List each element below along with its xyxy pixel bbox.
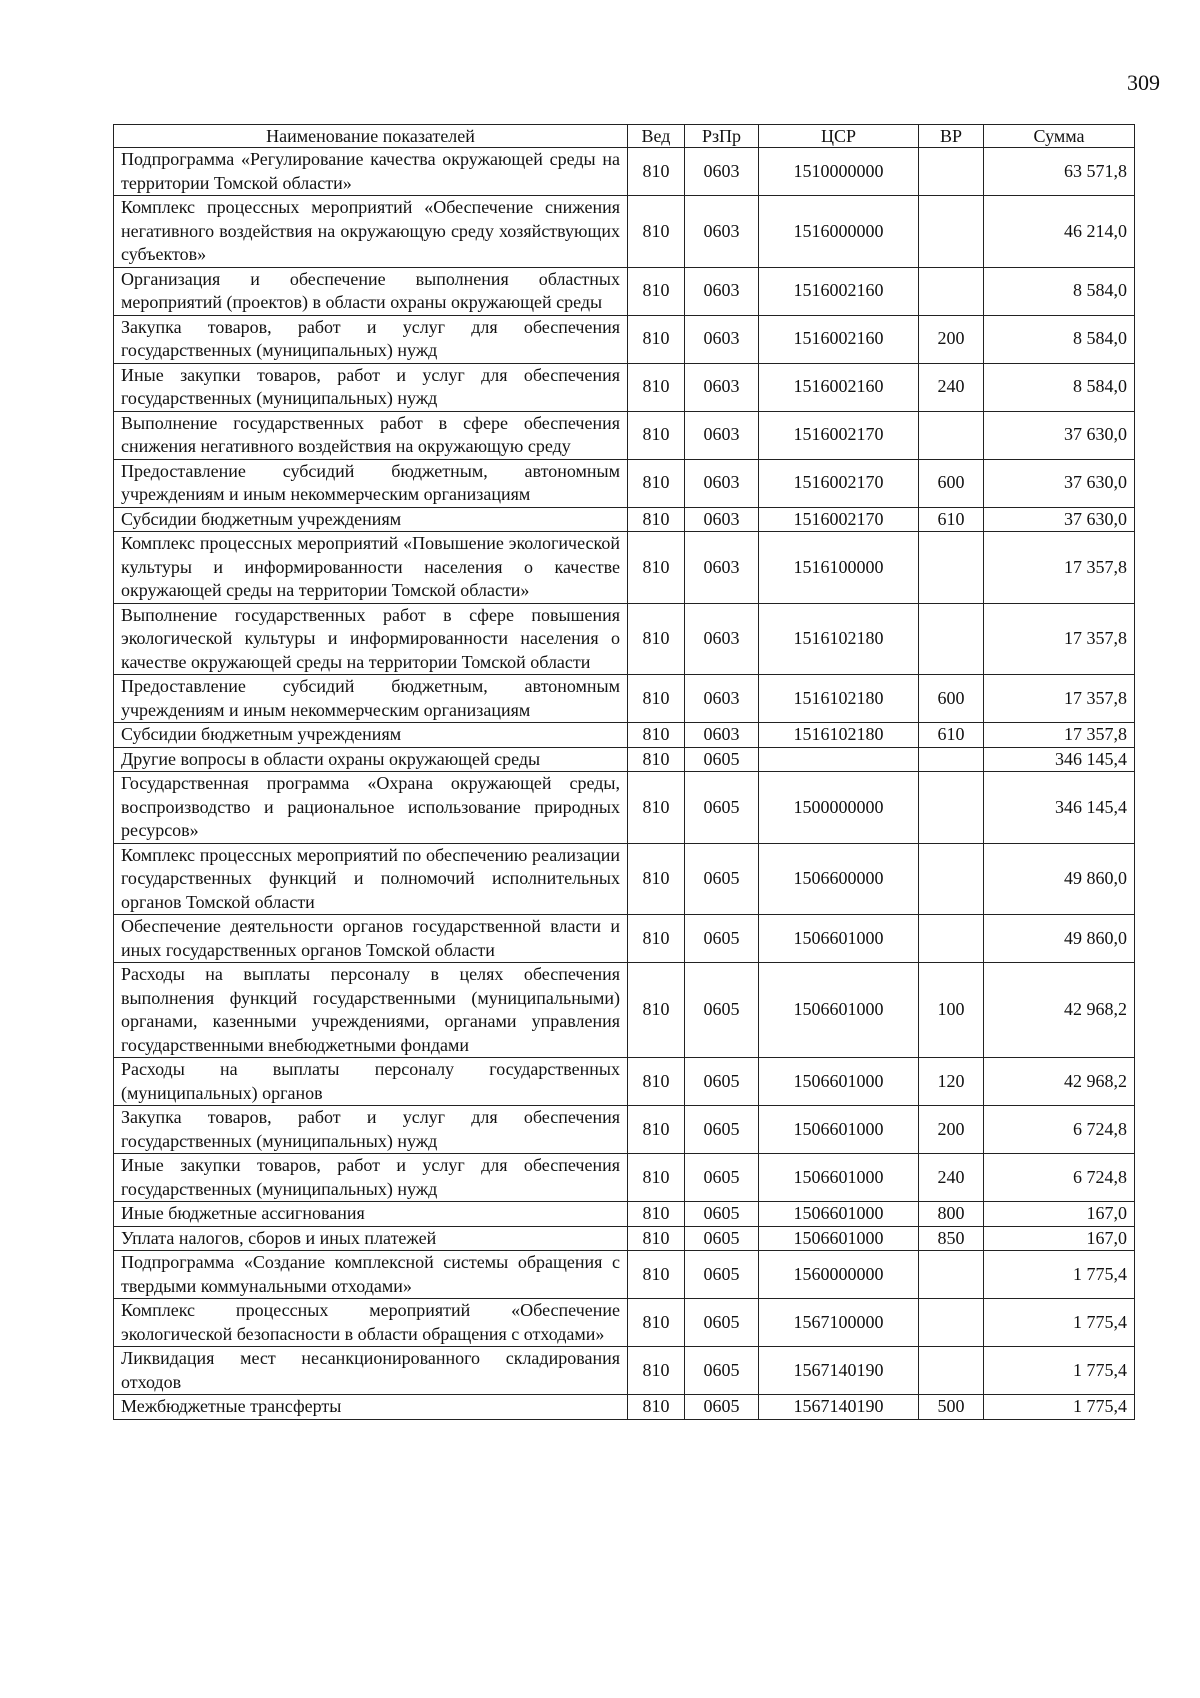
cell-vr bbox=[919, 267, 984, 315]
table-row bbox=[114, 843, 1135, 915]
cell-name: Комплекс процессных мероприятий «Обеспечение снижения негативного воздействия на окружающую среду хозяйствующих субъектов» bbox=[114, 196, 628, 268]
cell-csr: 1567100000 bbox=[759, 1299, 919, 1347]
cell-csr: 1516100000 bbox=[759, 532, 919, 604]
cell-csr: 1506601000 bbox=[759, 1154, 919, 1202]
cell-vr: 800 bbox=[919, 1202, 984, 1227]
cell-csr: 1516002170 bbox=[759, 459, 919, 507]
cell-name: Иные бюджетные ассигнования bbox=[114, 1202, 628, 1227]
cell-sum: 1 775,4 bbox=[984, 1347, 1135, 1395]
cell-name: Предоставление субсидий бюджетным, автономным учреждениям и иным некоммерческим организациям bbox=[114, 675, 628, 723]
cell-rzpr: 0603 bbox=[685, 603, 759, 675]
cell-rzpr: 0603 bbox=[685, 507, 759, 532]
cell-ved: 810 bbox=[628, 723, 685, 748]
cell-sum: 1 775,4 bbox=[984, 1251, 1135, 1299]
cell-name: Межбюджетные трансферты bbox=[114, 1395, 628, 1420]
cell-vr bbox=[919, 1347, 984, 1395]
cell-name: Субсидии бюджетным учреждениям bbox=[114, 723, 628, 748]
cell-rzpr: 0603 bbox=[685, 411, 759, 459]
cell-ved: 810 bbox=[628, 1106, 685, 1154]
table-row bbox=[114, 1226, 1135, 1251]
table-header-row bbox=[114, 125, 1135, 148]
cell-vr bbox=[919, 747, 984, 772]
cell-name: Подпрограмма «Регулирование качества окружающей среды на территории Томской области» bbox=[114, 148, 628, 196]
cell-ved: 810 bbox=[628, 411, 685, 459]
cell-name: Закупка товаров, работ и услуг для обеспечения государственных (муниципальных) нужд bbox=[114, 1106, 628, 1154]
cell-csr: 1560000000 bbox=[759, 1251, 919, 1299]
cell-vr: 100 bbox=[919, 963, 984, 1058]
cell-rzpr: 0605 bbox=[685, 963, 759, 1058]
cell-sum: 17 357,8 bbox=[984, 603, 1135, 675]
cell-csr: 1506601000 bbox=[759, 1106, 919, 1154]
cell-csr bbox=[759, 747, 919, 772]
cell-csr: 1567140190 bbox=[759, 1347, 919, 1395]
table-row bbox=[114, 267, 1135, 315]
cell-rzpr: 0605 bbox=[685, 1058, 759, 1106]
cell-name: Расходы на выплаты персоналу в целях обеспечения выполнения функций государственными (муниципальными) органами, казенными учреждениями, органами управления государственными внебюджетными фондами bbox=[114, 963, 628, 1058]
cell-name: Предоставление субсидий бюджетным, автономным учреждениям и иным некоммерческим организациям bbox=[114, 459, 628, 507]
cell-sum: 1 775,4 bbox=[984, 1299, 1135, 1347]
cell-sum: 17 357,8 bbox=[984, 532, 1135, 604]
cell-vr: 850 bbox=[919, 1226, 984, 1251]
cell-csr: 1510000000 bbox=[759, 148, 919, 196]
cell-name: Другие вопросы в области охраны окружающей среды bbox=[114, 747, 628, 772]
cell-name: Обеспечение деятельности органов государственной власти и иных государственных органов Томской области bbox=[114, 915, 628, 963]
cell-rzpr: 0605 bbox=[685, 1395, 759, 1420]
cell-csr: 1516002170 bbox=[759, 411, 919, 459]
table-row bbox=[114, 507, 1135, 532]
cell-rzpr: 0603 bbox=[685, 532, 759, 604]
cell-name: Субсидии бюджетным учреждениям bbox=[114, 507, 628, 532]
cell-ved: 810 bbox=[628, 1154, 685, 1202]
cell-ved: 810 bbox=[628, 1299, 685, 1347]
cell-rzpr: 0603 bbox=[685, 675, 759, 723]
table-row bbox=[114, 963, 1135, 1058]
cell-name: Закупка товаров, работ и услуг для обеспечения государственных (муниципальных) нужд bbox=[114, 315, 628, 363]
cell-sum: 8 584,0 bbox=[984, 363, 1135, 411]
cell-name: Иные закупки товаров, работ и услуг для обеспечения государственных (муниципальных) нужд bbox=[114, 363, 628, 411]
cell-vr: 120 bbox=[919, 1058, 984, 1106]
cell-ved: 810 bbox=[628, 747, 685, 772]
cell-ved: 810 bbox=[628, 363, 685, 411]
cell-ved: 810 bbox=[628, 1395, 685, 1420]
cell-csr: 1516000000 bbox=[759, 196, 919, 268]
table-row bbox=[114, 315, 1135, 363]
cell-sum: 167,0 bbox=[984, 1226, 1135, 1251]
cell-sum: 1 775,4 bbox=[984, 1395, 1135, 1420]
cell-ved: 810 bbox=[628, 1347, 685, 1395]
cell-vr bbox=[919, 915, 984, 963]
header-sum: Сумма bbox=[984, 125, 1135, 148]
cell-sum: 8 584,0 bbox=[984, 267, 1135, 315]
cell-ved: 810 bbox=[628, 603, 685, 675]
cell-ved: 810 bbox=[628, 915, 685, 963]
cell-vr bbox=[919, 843, 984, 915]
cell-vr: 200 bbox=[919, 315, 984, 363]
header-ved: Вед bbox=[628, 125, 685, 148]
cell-vr bbox=[919, 772, 984, 844]
cell-rzpr: 0605 bbox=[685, 843, 759, 915]
table-row bbox=[114, 723, 1135, 748]
cell-vr: 600 bbox=[919, 459, 984, 507]
table-row bbox=[114, 915, 1135, 963]
cell-rzpr: 0603 bbox=[685, 196, 759, 268]
cell-csr: 1516002160 bbox=[759, 267, 919, 315]
table-row bbox=[114, 1395, 1135, 1420]
cell-sum: 6 724,8 bbox=[984, 1154, 1135, 1202]
table-row bbox=[114, 747, 1135, 772]
cell-csr: 1516102180 bbox=[759, 603, 919, 675]
cell-name: Расходы на выплаты персоналу государственных (муниципальных) органов bbox=[114, 1058, 628, 1106]
cell-csr: 1506601000 bbox=[759, 1202, 919, 1227]
cell-rzpr: 0605 bbox=[685, 1106, 759, 1154]
cell-vr: 600 bbox=[919, 675, 984, 723]
cell-name: Государственная программа «Охрана окружающей среды, воспроизводство и рациональное использование природных ресурсов» bbox=[114, 772, 628, 844]
table-row bbox=[114, 1154, 1135, 1202]
cell-vr bbox=[919, 1299, 984, 1347]
cell-csr: 1506601000 bbox=[759, 1058, 919, 1106]
table-row bbox=[114, 603, 1135, 675]
cell-name: Организация и обеспечение выполнения областных мероприятий (проектов) в области охраны окружающей среды bbox=[114, 267, 628, 315]
cell-name: Ликвидация мест несанкционированного складирования отходов bbox=[114, 1347, 628, 1395]
cell-name: Комплекс процессных мероприятий «Обеспечение экологической безопасности в области обращения с отходами» bbox=[114, 1299, 628, 1347]
table-row bbox=[114, 1299, 1135, 1347]
header-name: Наименование показателей bbox=[114, 125, 628, 148]
cell-ved: 810 bbox=[628, 675, 685, 723]
cell-rzpr: 0605 bbox=[685, 1202, 759, 1227]
cell-ved: 810 bbox=[628, 532, 685, 604]
cell-sum: 17 357,8 bbox=[984, 675, 1135, 723]
cell-sum: 167,0 bbox=[984, 1202, 1135, 1227]
cell-name: Подпрограмма «Создание комплексной системы обращения с твердыми коммунальными отходами» bbox=[114, 1251, 628, 1299]
cell-sum: 346 145,4 bbox=[984, 772, 1135, 844]
cell-vr: 240 bbox=[919, 363, 984, 411]
table-row bbox=[114, 196, 1135, 268]
cell-rzpr: 0603 bbox=[685, 267, 759, 315]
cell-ved: 810 bbox=[628, 315, 685, 363]
table-row bbox=[114, 1347, 1135, 1395]
cell-vr bbox=[919, 196, 984, 268]
table-row bbox=[114, 363, 1135, 411]
table-row bbox=[114, 1251, 1135, 1299]
cell-sum: 8 584,0 bbox=[984, 315, 1135, 363]
cell-ved: 810 bbox=[628, 507, 685, 532]
cell-csr: 1567140190 bbox=[759, 1395, 919, 1420]
cell-name: Иные закупки товаров, работ и услуг для обеспечения государственных (муниципальных) нужд bbox=[114, 1154, 628, 1202]
cell-csr: 1516002170 bbox=[759, 507, 919, 532]
cell-sum: 63 571,8 bbox=[984, 148, 1135, 196]
cell-rzpr: 0605 bbox=[685, 915, 759, 963]
cell-rzpr: 0605 bbox=[685, 1226, 759, 1251]
table-row bbox=[114, 772, 1135, 844]
table-row bbox=[114, 1106, 1135, 1154]
cell-sum: 37 630,0 bbox=[984, 507, 1135, 532]
cell-csr: 1516002160 bbox=[759, 315, 919, 363]
cell-vr: 240 bbox=[919, 1154, 984, 1202]
cell-ved: 810 bbox=[628, 196, 685, 268]
cell-sum: 49 860,0 bbox=[984, 915, 1135, 963]
cell-name: Выполнение государственных работ в сфере повышения экологической культуры и информированности населения о качестве окружающей среды на территории Томской области bbox=[114, 603, 628, 675]
cell-rzpr: 0605 bbox=[685, 747, 759, 772]
cell-ved: 810 bbox=[628, 1251, 685, 1299]
cell-ved: 810 bbox=[628, 843, 685, 915]
cell-name: Выполнение государственных работ в сфере обеспечения снижения негативного воздействия на окружающую среду bbox=[114, 411, 628, 459]
cell-name: Комплекс процессных мероприятий «Повышение экологической культуры и информированности населения о качестве окружающей среды на территории Томской области» bbox=[114, 532, 628, 604]
cell-csr: 1516102180 bbox=[759, 723, 919, 748]
header-vr: ВР bbox=[919, 125, 984, 148]
cell-rzpr: 0603 bbox=[685, 363, 759, 411]
cell-rzpr: 0605 bbox=[685, 1299, 759, 1347]
cell-csr: 1516002160 bbox=[759, 363, 919, 411]
cell-vr: 610 bbox=[919, 507, 984, 532]
cell-rzpr: 0605 bbox=[685, 772, 759, 844]
cell-ved: 810 bbox=[628, 1202, 685, 1227]
cell-rzpr: 0603 bbox=[685, 459, 759, 507]
cell-vr bbox=[919, 411, 984, 459]
cell-csr: 1506601000 bbox=[759, 1226, 919, 1251]
cell-rzpr: 0603 bbox=[685, 315, 759, 363]
cell-csr: 1516102180 bbox=[759, 675, 919, 723]
cell-ved: 810 bbox=[628, 1226, 685, 1251]
cell-rzpr: 0603 bbox=[685, 723, 759, 748]
cell-ved: 810 bbox=[628, 459, 685, 507]
cell-csr: 1500000000 bbox=[759, 772, 919, 844]
cell-name: Уплата налогов, сборов и иных платежей bbox=[114, 1226, 628, 1251]
cell-ved: 810 bbox=[628, 963, 685, 1058]
table-row bbox=[114, 1202, 1135, 1227]
cell-csr: 1506601000 bbox=[759, 915, 919, 963]
table-row bbox=[114, 411, 1135, 459]
cell-csr: 1506601000 bbox=[759, 963, 919, 1058]
cell-name: Комплекс процессных мероприятий по обеспечению реализации государственных функций и полномочий исполнительных органов Томской области bbox=[114, 843, 628, 915]
cell-vr bbox=[919, 148, 984, 196]
cell-sum: 6 724,8 bbox=[984, 1106, 1135, 1154]
cell-ved: 810 bbox=[628, 148, 685, 196]
cell-sum: 17 357,8 bbox=[984, 723, 1135, 748]
cell-vr bbox=[919, 1251, 984, 1299]
cell-vr: 500 bbox=[919, 1395, 984, 1420]
cell-rzpr: 0603 bbox=[685, 148, 759, 196]
cell-rzpr: 0605 bbox=[685, 1154, 759, 1202]
cell-ved: 810 bbox=[628, 772, 685, 844]
cell-sum: 37 630,0 bbox=[984, 411, 1135, 459]
cell-vr bbox=[919, 532, 984, 604]
cell-ved: 810 bbox=[628, 267, 685, 315]
cell-sum: 46 214,0 bbox=[984, 196, 1135, 268]
cell-csr: 1506600000 bbox=[759, 843, 919, 915]
table-row bbox=[114, 459, 1135, 507]
cell-rzpr: 0605 bbox=[685, 1347, 759, 1395]
cell-sum: 49 860,0 bbox=[984, 843, 1135, 915]
cell-sum: 37 630,0 bbox=[984, 459, 1135, 507]
cell-sum: 346 145,4 bbox=[984, 747, 1135, 772]
cell-vr: 200 bbox=[919, 1106, 984, 1154]
cell-ved: 810 bbox=[628, 1058, 685, 1106]
header-csr: ЦСР bbox=[759, 125, 919, 148]
cell-vr: 610 bbox=[919, 723, 984, 748]
table-row bbox=[114, 675, 1135, 723]
table-row bbox=[114, 532, 1135, 604]
cell-vr bbox=[919, 603, 984, 675]
budget-table bbox=[113, 124, 1135, 1420]
table-row bbox=[114, 148, 1135, 196]
cell-sum: 42 968,2 bbox=[984, 963, 1135, 1058]
page-number: 309 bbox=[1127, 70, 1160, 95]
header-rzpr: РзПр bbox=[685, 125, 759, 148]
cell-rzpr: 0605 bbox=[685, 1251, 759, 1299]
table-row bbox=[114, 1058, 1135, 1106]
cell-sum: 42 968,2 bbox=[984, 1058, 1135, 1106]
